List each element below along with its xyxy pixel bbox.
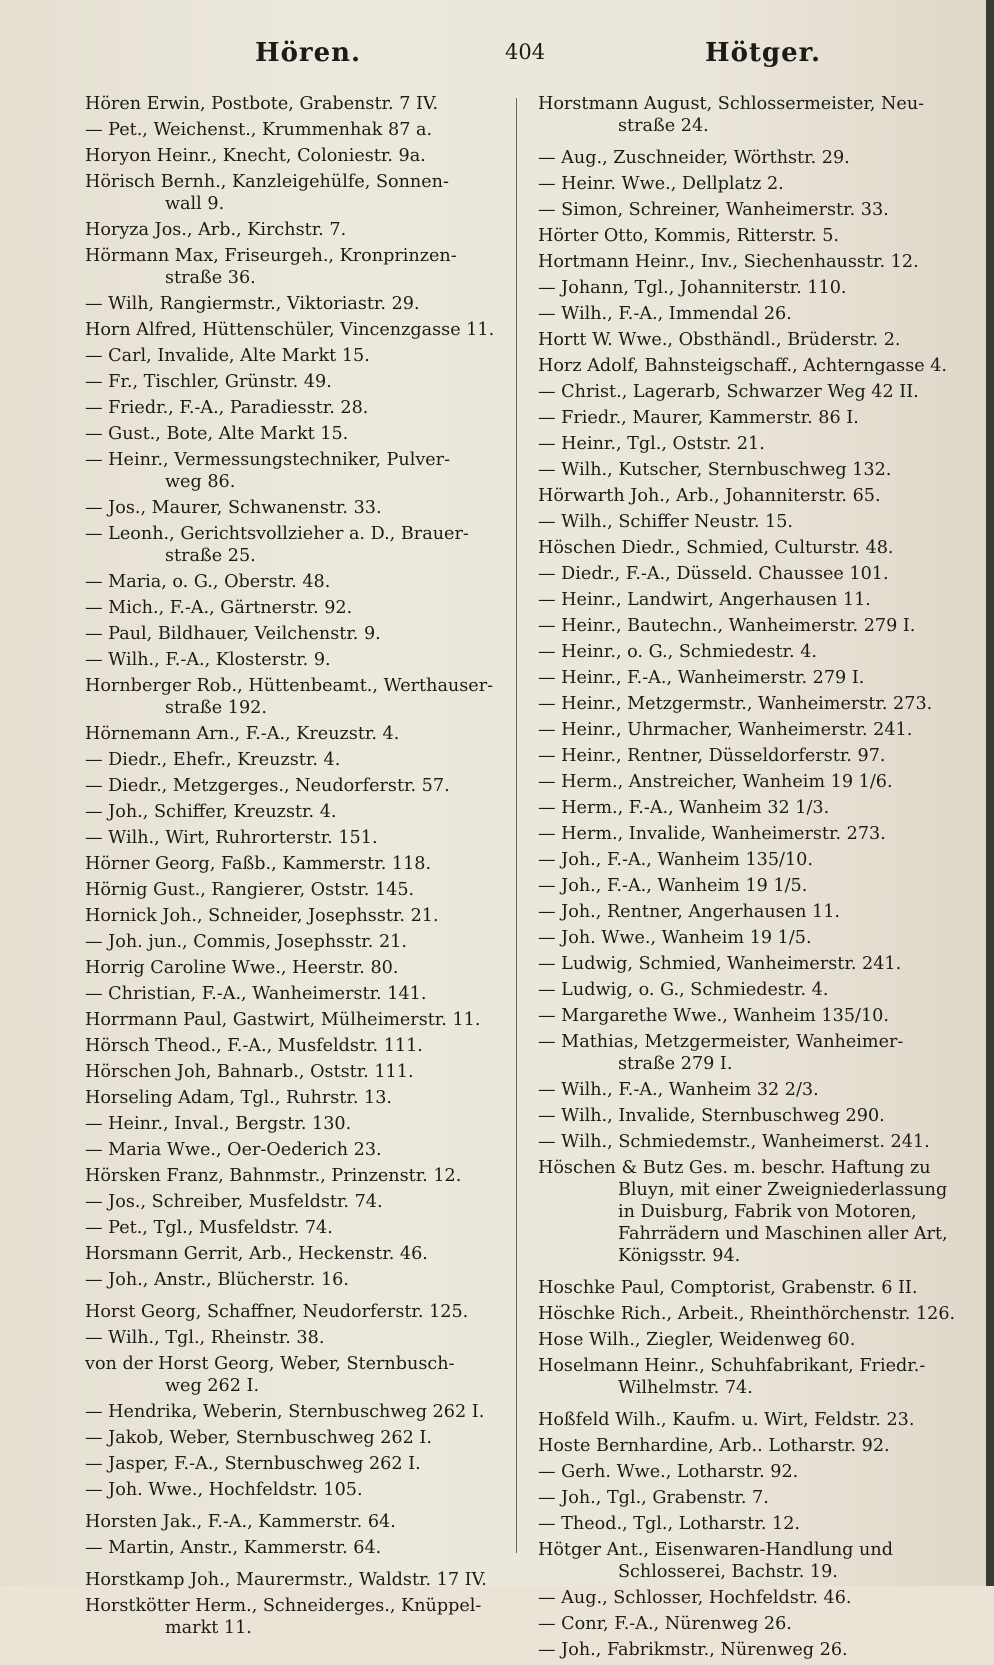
entry-text: — Ludwig, Schmied, Wanheimerstr. 241. [538,954,902,974]
directory-entry [85,1165,503,1187]
directory-entry [538,1587,962,1609]
directory-entry [85,1035,503,1057]
directory-entry [85,497,503,519]
entry-text: Horstmann August, Schlossermeister, Neu- [538,94,925,114]
directory-entry [538,849,962,871]
entry-text: Hötger Ant., Eisenwaren-Handlung und [538,1540,893,1560]
entry-text: — Jasper, F.-A., Sternbuschweg 262 I. [85,1454,421,1474]
page-edge [986,0,994,1586]
directory-entry [85,1569,503,1591]
directory-entry [538,771,962,793]
entry-text: — Joh., Anstr., Blücherstr. 16. [85,1270,349,1290]
directory-entry [538,1613,962,1635]
directory-entry [85,345,503,367]
entry-text: von der Horst Georg, Weber, Sternbusch- [85,1354,455,1374]
entry-continuation: wall 9. [165,194,225,214]
entry-text: Hörnig Gust., Rangierer, Oststr. 145. [85,880,415,900]
entry-text: Hortmann Heinr., Inv., Siechenhausstr. 12. [538,252,919,272]
directory-entry [85,1353,503,1397]
directory-entry [538,381,962,403]
entry-text: — Heinr., Landwirt, Angerhausen 11. [538,590,871,610]
directory-entry [538,823,962,845]
directory-entry [538,667,962,689]
entry-continuation: weg 86. [165,472,236,492]
directory-entry [538,563,962,585]
entry-continuation: straße 25. [165,546,256,566]
directory-entry [538,1639,962,1661]
entry-text: — Wilh., Invalide, Sternbuschweg 290. [538,1106,885,1126]
directory-entry [85,219,503,241]
directory-entry [538,1539,962,1583]
entry-text: — Simon, Schreiner, Wanheimerstr. 33. [538,200,889,220]
entry-text: — Friedr., F.-A., Paradiesstr. 28. [85,398,369,418]
directory-entry [538,1435,962,1457]
directory-entry [85,293,503,315]
directory-entry [538,1461,962,1483]
directory-entry [85,1087,503,1109]
directory-entry [538,927,962,949]
directory-entry [538,615,962,637]
directory-entry [538,745,962,767]
entry-text: — Herm., Invalide, Wanheimerstr. 273. [538,824,886,844]
page-header [0,38,994,82]
directory-entry [85,1479,503,1501]
directory-entry [538,511,962,533]
entry-text: — Johann, Tgl., Johanniterstr. 110. [538,278,847,298]
directory-entry [538,329,962,351]
entry-text: — Heinr., Metzgermstr., Wanheimerstr. 273. [538,694,933,714]
directory-entry [538,875,962,897]
entry-text: Hortt W. Wwe., Obsthändl., Brüderstr. 2. [538,330,901,350]
directory-entry [85,1453,503,1475]
entry-text: — Jakob, Weber, Sternbuschweg 262 I. [85,1428,432,1448]
entry-continuation: Wilhelmstr. 74. [618,1378,753,1398]
entry-text: — Wilh., Wirt, Ruhrorterstr. 151. [85,828,378,848]
directory-entry [85,523,503,567]
entry-text: Hoßfeld Wilh., Kaufm. u. Wirt, Feldstr. 23. [538,1410,915,1430]
directory-entry [85,1537,503,1559]
entry-text: — Heinr., Vermessungstechniker, Pulver- [85,450,451,470]
entry-text: — Heinr., Inval., Bergstr. 130. [85,1114,352,1134]
directory-entry [538,199,962,221]
directory-entry [85,319,503,341]
directory-entry [85,1243,503,1265]
entry-text: — Wilh., Schiffer Neustr. 15. [538,512,793,532]
entry-text: Hörisch Bernh., Kanzleigehülfe, Sonnen- [85,172,449,192]
directory-entry [85,1217,503,1239]
entry-text: Hörmann Max, Friseurgeh., Kronprinzen- [85,246,457,266]
directory-entry [538,719,962,741]
entry-text: — Heinr. Wwe., Dellplatz 2. [538,174,784,194]
directory-entry [538,1329,962,1351]
entry-text: — Joh., F.-A., Wanheim 135/10. [538,850,813,870]
entry-text: — Hendrika, Weberin, Sternbuschweg 262 I. [85,1402,485,1422]
entry-text: — Diedr., Metzgerges., Neudorferstr. 57. [85,776,450,796]
entry-text: — Wilh, Rangiermstr., Viktoriastr. 29. [85,294,420,314]
entry-text: Hörner Georg, Faßb., Kammerstr. 118. [85,854,432,874]
entry-text: Horsmann Gerrit, Arb., Heckenstr. 46. [85,1244,428,1264]
directory-entry [538,537,962,559]
entry-text: Horz Adolf, Bahnsteigschaff., Achterngasse 4. [538,356,948,376]
entry-text: — Joh., F.-A., Wanheim 19 1/5. [538,876,808,896]
directory-entry [85,983,503,1005]
directory-entry [538,1355,962,1399]
entry-text: — Mich., F.-A., Gärtnerstr. 92. [85,598,353,618]
directory-entry [538,459,962,481]
entry-text: — Joh., Tgl., Grabenstr. 7. [538,1488,769,1508]
directory-entry [538,693,962,715]
header-left-keyword: Hören. [255,38,362,68]
column-divider [516,98,517,1553]
directory-entry [85,775,503,797]
entry-text: — Theod., Tgl., Lotharstr. 12. [538,1514,801,1534]
directory-entry [85,1061,503,1083]
entry-text: Hornick Joh., Schneider, Josephsstr. 21. [85,906,439,926]
entry-text: Hören Erwin, Postbote, Grabenstr. 7 IV. [85,94,439,114]
entry-text: — Christ., Lagerarb, Schwarzer Weg 42 II. [538,382,919,402]
directory-entry [85,1009,503,1031]
directory-entry [538,355,962,377]
entry-continuation: markt 11. [165,1618,252,1638]
directory-entry [538,407,962,429]
entry-text: — Pet., Weichenst., Krummenhak 87 a. [85,120,433,140]
entry-text: Hose Wilh., Ziegler, Weidenweg 60. [538,1330,856,1350]
entry-text: — Margarethe Wwe., Wanheim 135/10. [538,1006,889,1026]
left-column [85,93,503,1643]
entry-text: Höschen Diedr., Schmied, Culturstr. 48. [538,538,894,558]
entry-text: Höschke Rich., Arbeit., Rheinthörchenstr. 126. [538,1304,956,1324]
directory-entry [85,931,503,953]
entry-text: — Leonh., Gerichtsvollzieher a. D., Brauer- [85,524,469,544]
entry-text: Hörsch Theod., F.-A., Musfeldstr. 111. [85,1036,423,1056]
directory-entry [538,1079,962,1101]
entry-text: — Conr, F.-A., Nürenweg 26. [538,1614,792,1634]
entry-text: Hörnemann Arn., F.-A., Kreuzstr. 4. [85,724,400,744]
entry-text: — Heinr., Bautechn., Wanheimerstr. 279 I. [538,616,916,636]
directory-entry [85,397,503,419]
header-right-keyword: Hötger. [705,38,822,68]
entry-text: — Gerh. Wwe., Lotharstr. 92. [538,1462,799,1482]
entry-text: Horstkamp Joh., Maurermstr., Waldstr. 17 IV. [85,1570,487,1590]
directory-entry [538,485,962,507]
entry-text: — Aug., Schlosser, Hochfeldstr. 46. [538,1588,852,1608]
directory-entry [538,641,962,663]
directory-entry [538,901,962,923]
directory-entry [85,1113,503,1135]
entry-text: — Jos., Maurer, Schwanenstr. 33. [85,498,382,518]
directory-entry [538,1005,962,1027]
directory-entry [538,1157,962,1267]
entry-text: Hörschen Joh, Bahnarb., Oststr. 111. [85,1062,414,1082]
entry-text: — Wilh., Tgl., Rheinstr. 38. [85,1328,325,1348]
entry-text: — Aug., Zuschneider, Wörthstr. 29. [538,148,850,168]
directory-entry [538,979,962,1001]
entry-text: — Friedr., Maurer, Kammerstr. 86 I. [538,408,859,428]
entry-text: — Paul, Bildhauer, Veilchenstr. 9. [85,624,381,644]
entry-text: — Joh. Wwe., Hochfeldstr. 105. [85,1480,363,1500]
directory-entry [85,801,503,823]
entry-text: — Maria, o. G., Oberstr. 48. [85,572,331,592]
entry-text: — Gust., Bote, Alte Markt 15. [85,424,349,444]
entry-text: Hoselmann Heinr., Schuhfabrikant, Friedr.- [538,1356,926,1376]
entry-text: — Jos., Schreiber, Musfeldstr. 74. [85,1192,383,1212]
directory-entry [85,93,503,115]
entry-text: — Wilh., F.-A., Wanheim 32 2/3. [538,1080,819,1100]
entry-text: Horyon Heinr., Knecht, Coloniestr. 9a. [85,146,426,166]
right-column [538,93,962,1665]
directory-entry [85,905,503,927]
entry-text: — Ludwig, o. G., Schmiedestr. 4. [538,980,829,1000]
directory-entry [538,433,962,455]
entry-text: Horrig Caroline Wwe., Heerstr. 80. [85,958,399,978]
entry-continuation: straße 192. [165,698,267,718]
directory-entry [85,1595,503,1639]
directory-entry [85,675,503,719]
entry-continuation: Schlosserei, Bachstr. 19. [618,1562,838,1582]
directory-entry [538,1487,962,1509]
entry-text: — Martin, Anstr., Kammerstr. 64. [85,1538,382,1558]
entry-continuation: Bluyn, mit einer Zweigniederlassung in Duisburg, Fabrik von Motoren, Fahrrädern und Maschinen aller Art, Königsstr. 94. [618,1180,948,1266]
entry-text: — Herm., Anstreicher, Wanheim 19 1/6. [538,772,893,792]
directory-entry [538,1131,962,1153]
directory-entry [538,93,962,137]
directory-entry [538,1031,962,1075]
directory-entry [538,225,962,247]
entry-text: Höschen & Butz Ges. m. beschr. Haftung zu [538,1158,931,1178]
directory-entry [85,1191,503,1213]
directory-entry [85,723,503,745]
entry-text: Hoschke Paul, Comptorist, Grabenstr. 6 II. [538,1278,918,1298]
directory-entry [538,1277,962,1299]
entry-text: — Wilh., F.-A., Klosterstr. 9. [85,650,331,670]
directory-entry [538,277,962,299]
directory-entry [538,797,962,819]
directory-entry [85,245,503,289]
entry-text: — Wilh., Kutscher, Sternbuschweg 132. [538,460,892,480]
entry-text: — Diedr., Ehefr., Kreuzstr. 4. [85,750,341,770]
directory-entry [538,303,962,325]
directory-entry [85,171,503,215]
entry-text: — Fr., Tischler, Grünstr. 49. [85,372,332,392]
entry-text: — Joh. jun., Commis, Josephsstr. 21. [85,932,407,952]
directory-entry [85,749,503,771]
entry-text: — Herm., F.-A., Wanheim 32 1/3. [538,798,830,818]
entry-text: Hörter Otto, Kommis, Ritterstr. 5. [538,226,840,246]
directory-entry [85,827,503,849]
entry-text: — Maria Wwe., Oer-Oederich 23. [85,1140,382,1160]
directory-entry [538,1303,962,1325]
directory-entry [85,371,503,393]
directory-entry [85,597,503,619]
page-number: 404 [505,40,546,64]
entry-text: — Christian, F.-A., Wanheimerstr. 141. [85,984,427,1004]
entry-text: Hörwarth Joh., Arb., Johanniterstr. 65. [538,486,881,506]
directory-entry [538,953,962,975]
entry-text: — Joh. Wwe., Wanheim 19 1/5. [538,928,812,948]
entry-text: Horst Georg, Schaffner, Neudorferstr. 125. [85,1302,469,1322]
entry-text: Horrmann Paul, Gastwirt, Mülheimerstr. 11. [85,1010,481,1030]
directory-entry [538,589,962,611]
entry-text: Horyza Jos., Arb., Kirchstr. 7. [85,220,347,240]
entry-text: — Heinr., o. G., Schmiedestr. 4. [538,642,818,662]
directory-entry [85,449,503,493]
directory-entry [538,251,962,273]
directory-entry [85,623,503,645]
directory-entry [85,853,503,875]
entry-text: — Mathias, Metzgermeister, Wanheimer- [538,1032,904,1052]
entry-text: — Carl, Invalide, Alte Markt 15. [85,346,370,366]
entry-text: Horseling Adam, Tgl., Ruhrstr. 13. [85,1088,393,1108]
directory-entry [538,147,962,169]
directory-entry [85,1401,503,1423]
entry-text: — Heinr., F.-A., Wanheimerstr. 279 I. [538,668,865,688]
entry-text: Hörsken Franz, Bahnmstr., Prinzenstr. 12. [85,1166,462,1186]
entry-continuation: weg 262 I. [165,1376,260,1396]
directory-entry [85,1427,503,1449]
entry-text: — Joh., Fabrikmstr., Nürenweg 26. [538,1640,848,1660]
entry-text: Hoste Bernhardine, Arb.. Lotharstr. 92. [538,1436,890,1456]
entry-text: — Pet., Tgl., Musfeldstr. 74. [85,1218,333,1238]
entry-text: — Heinr., Rentner, Düsseldorferstr. 97. [538,746,886,766]
directory-entry [85,571,503,593]
directory-entry [85,145,503,167]
directory-entry [538,1105,962,1127]
entry-text: — Wilh., F.-A., Immendal 26. [538,304,792,324]
entry-text: Horn Alfred, Hüttenschüler, Vincenzgasse 11. [85,320,495,340]
directory-entry [85,1327,503,1349]
directory-entry [85,957,503,979]
directory-entry [85,119,503,141]
directory-entry [85,1139,503,1161]
entry-text: — Wilh., Schmiedemstr., Wanheimerst. 241. [538,1132,930,1152]
entry-text: Horsten Jak., F.-A., Kammerstr. 64. [85,1512,396,1532]
entry-text: — Joh., Rentner, Angerhausen 11. [538,902,841,922]
directory-entry [85,649,503,671]
directory-entry [538,1409,962,1431]
entry-text: — Diedr., F.-A., Düsseld. Chaussee 101. [538,564,889,584]
entry-text: Hornberger Rob., Hüttenbeamt., Werthauser- [85,676,494,696]
directory-entry [85,423,503,445]
entry-text: Horstkötter Herm., Schneiderges., Knüppel- [85,1596,482,1616]
entry-continuation: straße 24. [618,116,709,136]
directory-entry [85,1301,503,1323]
directory-entry [85,1511,503,1533]
directory-entry [538,1513,962,1535]
entry-text: — Heinr., Tgl., Oststr. 21. [538,434,765,454]
entry-continuation: straße 36. [165,268,256,288]
entry-continuation: straße 279 I. [618,1054,733,1074]
directory-entry [85,879,503,901]
directory-entry [538,173,962,195]
entry-text: — Heinr., Uhrmacher, Wanheimerstr. 241. [538,720,913,740]
entry-text: — Joh., Schiffer, Kreuzstr. 4. [85,802,337,822]
directory-entry [85,1269,503,1291]
